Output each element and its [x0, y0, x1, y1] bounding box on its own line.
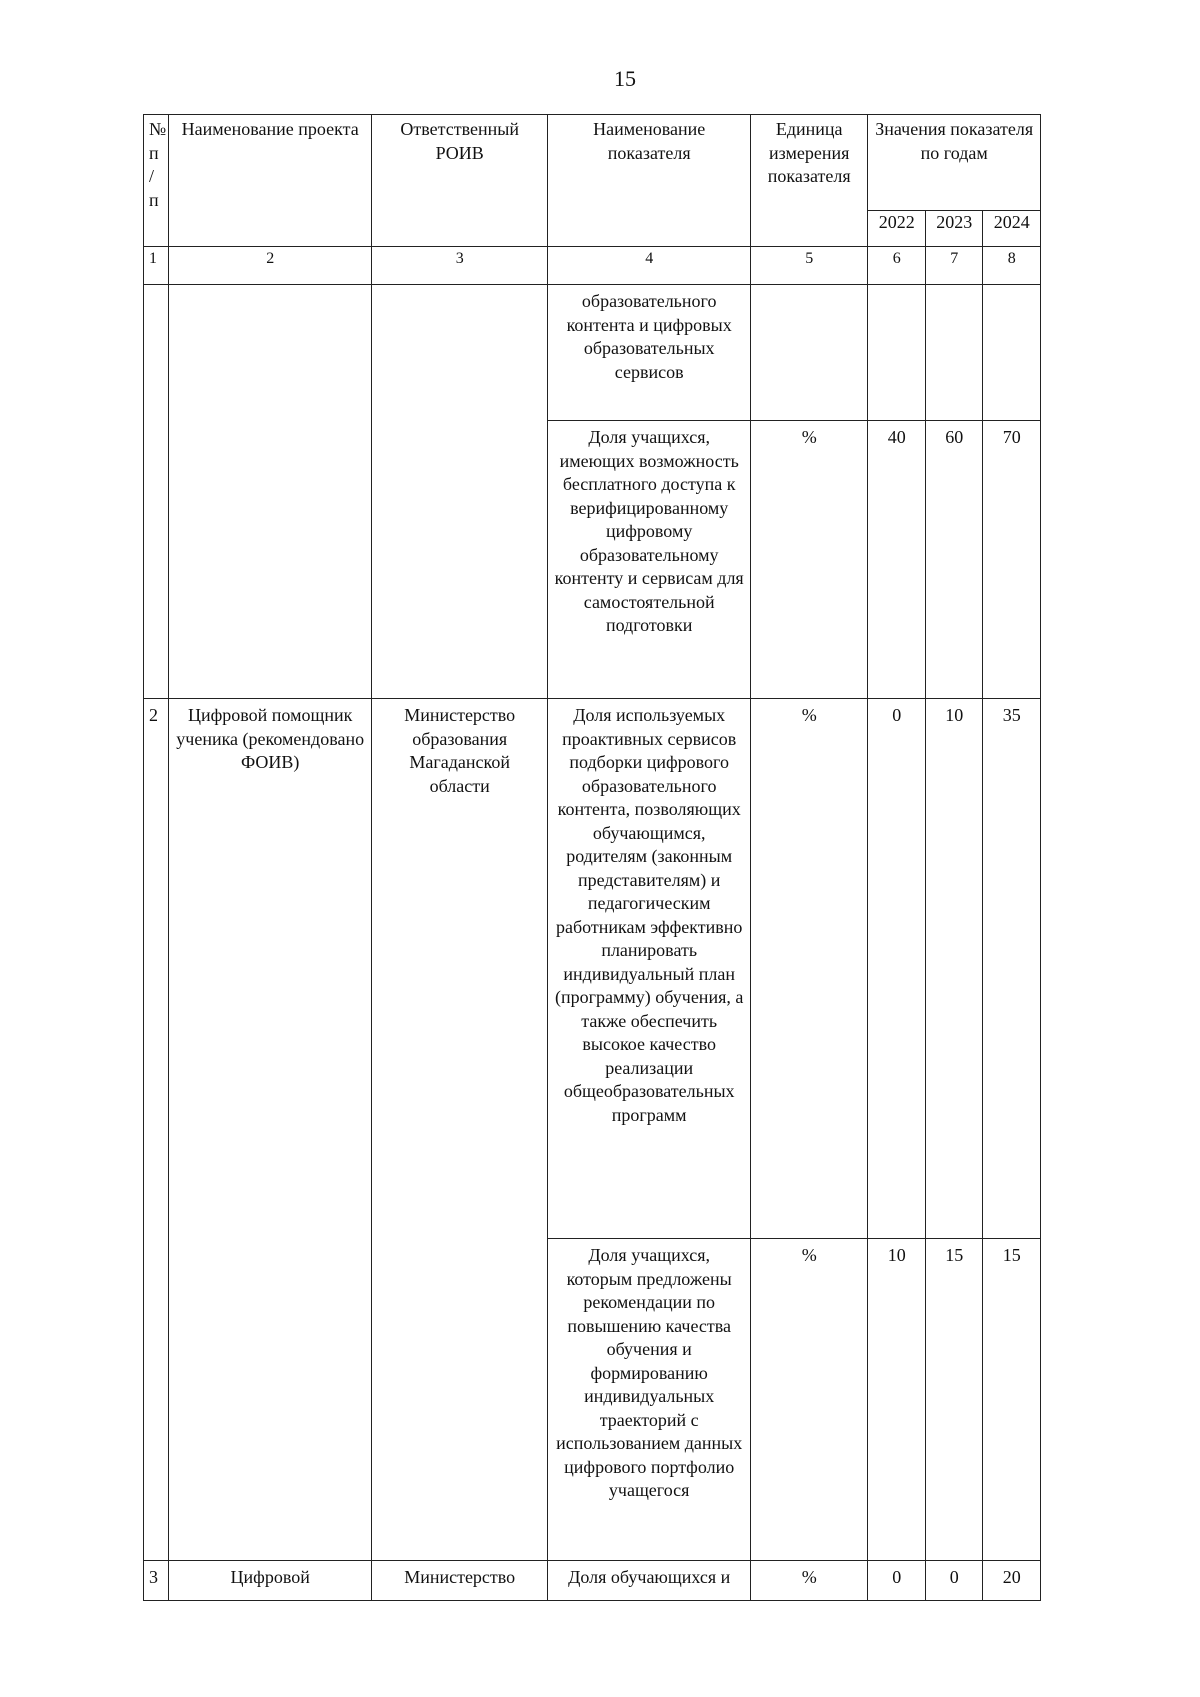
value-2024: [983, 285, 1041, 421]
indicator-name: образовательного контента и цифровых образовательных сервисов: [548, 285, 751, 421]
indicator-unit: %: [751, 421, 868, 699]
table-row: [144, 285, 1041, 421]
indicator-unit: [751, 285, 868, 421]
header-values: Значения показателя по годам: [868, 115, 1041, 211]
column-number: 4: [548, 247, 751, 285]
project-name: Цифровой: [169, 1561, 372, 1601]
header-project: Наименование проекта: [169, 115, 372, 247]
value-2022: 40: [868, 421, 926, 699]
indicator-unit: %: [751, 699, 868, 1239]
page-number: 15: [614, 66, 636, 91]
indicator-name: Доля обучающихся и: [548, 1561, 751, 1601]
header-year-2022: 2022: [868, 211, 926, 247]
header-unit: Единица измерения показателя: [751, 115, 868, 247]
table-row: [144, 699, 1041, 1239]
value-2023: 60: [926, 421, 983, 699]
project-name: Цифровой помощник ученика (рекомендовано ФОИВ): [169, 699, 372, 1561]
column-number: 1: [144, 247, 169, 285]
value-2024: 20: [983, 1561, 1041, 1601]
value-2024: 70: [983, 421, 1041, 699]
value-2024: 35: [983, 699, 1041, 1239]
value-2023: 0: [926, 1561, 983, 1601]
value-2022: [868, 285, 926, 421]
responsible-roiv: [372, 285, 548, 699]
header-year-2023: 2023: [926, 211, 983, 247]
indicator-unit: %: [751, 1561, 868, 1601]
column-number: 2: [169, 247, 372, 285]
indicator-name: Доля учащихся, имеющих возможность бесплатного доступа к верифицированному цифровому образовательному контенту и сервисам для самостоятельной подготовки: [548, 421, 751, 699]
column-number: 3: [372, 247, 548, 285]
row-number: 2: [144, 699, 169, 1561]
responsible-roiv: Министерство: [372, 1561, 548, 1601]
column-number: 8: [983, 247, 1041, 285]
responsible-roiv: Министерство образования Магаданской области: [372, 699, 548, 1561]
header-roiv: Ответственный РОИВ: [372, 115, 548, 247]
header-no: № п / п: [144, 115, 169, 247]
indicator-name: Доля используемых проактивных сервисов подборки цифрового образовательного контента, позволяющих обучающимся, родителям (законным представителям) и педагогическим работникам эффективно планировать индивидуальный план (программу) обучения, а также обеспечить высокое качество реализации общеобразовательных программ: [548, 699, 751, 1239]
row-number: 3: [144, 1561, 169, 1601]
header-indicator: Наименование показателя: [548, 115, 751, 247]
value-2023: 10: [926, 699, 983, 1239]
value-2022: 0: [868, 699, 926, 1239]
value-2022: 10: [868, 1239, 926, 1561]
indicators-table: [143, 114, 1041, 1601]
value-2023: [926, 285, 983, 421]
column-number: 5: [751, 247, 868, 285]
project-name: [169, 285, 372, 699]
indicator-unit: %: [751, 1239, 868, 1561]
indicator-name: Доля учащихся, которым предложены рекомендации по повышению качества обучения и формированию индивидуальных траекторий с использованием данных цифрового портфолио учащегося: [548, 1239, 751, 1561]
column-number: 7: [926, 247, 983, 285]
header-year-2024: 2024: [983, 211, 1041, 247]
value-2024: 15: [983, 1239, 1041, 1561]
row-number: [144, 285, 169, 699]
table-row: [144, 1561, 1041, 1601]
value-2022: 0: [868, 1561, 926, 1601]
column-number-row: [144, 247, 1041, 285]
value-2023: 15: [926, 1239, 983, 1561]
column-number: 6: [868, 247, 926, 285]
